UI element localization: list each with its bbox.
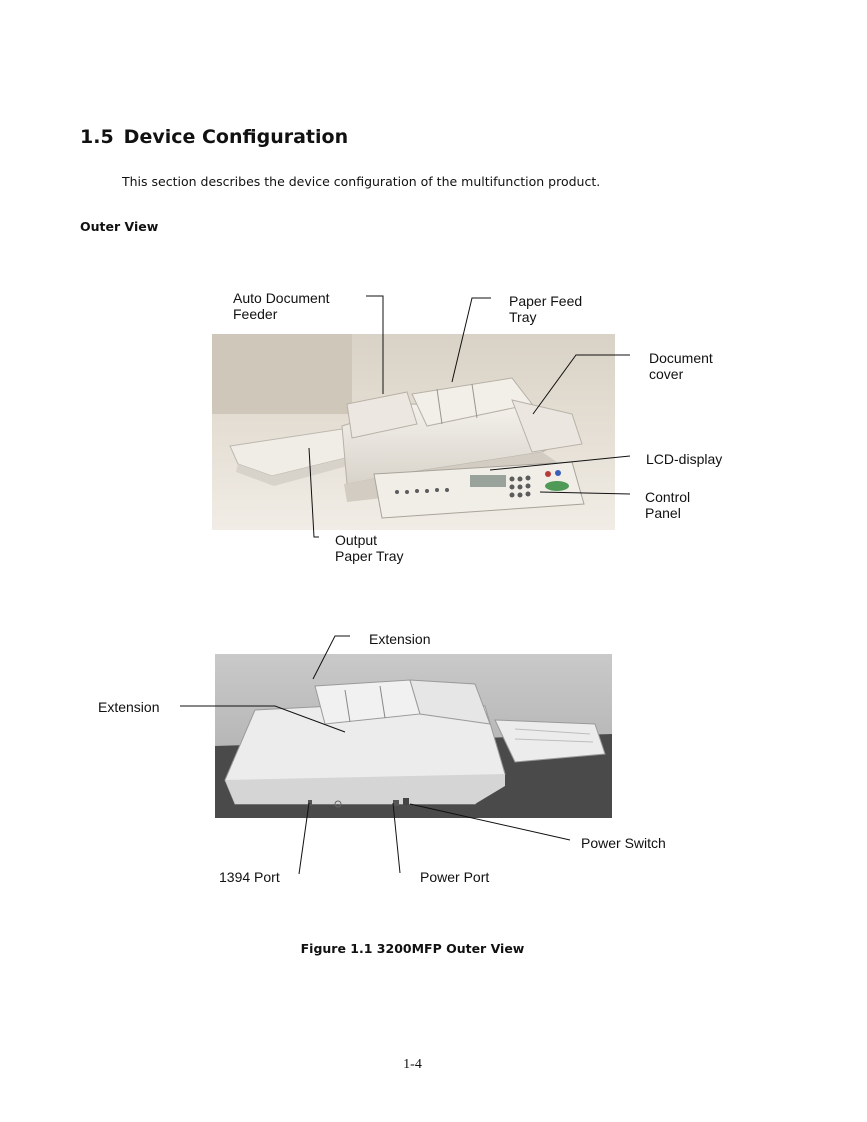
label-panel-line1: Control bbox=[645, 489, 691, 505]
label-1394-port: 1394 Port bbox=[219, 869, 280, 885]
label-adf-line1: Auto Document bbox=[233, 290, 330, 306]
label-power-switch: Power Switch bbox=[581, 835, 666, 851]
intro-paragraph: This section describes the device configuration of the multifunction product. bbox=[122, 174, 601, 189]
label-lcd-display: LCD-display bbox=[646, 451, 723, 467]
label-paper-feed-tray bbox=[509, 293, 582, 325]
label-output-line2: Paper Tray bbox=[335, 548, 404, 564]
label-output-line1: Output bbox=[335, 532, 378, 548]
outer-view-subheading: Outer View bbox=[80, 219, 159, 234]
label-cover-line2: cover bbox=[649, 366, 684, 382]
label-cover-line1: Document bbox=[649, 350, 713, 366]
label-auto-document-feeder bbox=[233, 290, 330, 322]
label-control-panel bbox=[645, 489, 690, 521]
label-feed-line2: Tray bbox=[509, 309, 537, 325]
label-panel-line2: Panel bbox=[645, 505, 681, 521]
page-number: 1-4 bbox=[403, 1057, 422, 1072]
label-extension-left: Extension bbox=[98, 699, 160, 715]
label-feed-line1: Paper Feed bbox=[509, 293, 583, 309]
label-extension-top: Extension bbox=[369, 631, 431, 647]
section-number: 1.5 bbox=[80, 126, 114, 148]
section-title: Device Configuration bbox=[123, 126, 349, 148]
label-document-cover bbox=[649, 350, 713, 382]
label-adf-line2: Feeder bbox=[233, 306, 278, 322]
figure-caption: Figure 1.1 3200MFP Outer View bbox=[300, 941, 525, 956]
label-output-paper-tray bbox=[335, 532, 403, 564]
label-power-port: Power Port bbox=[420, 869, 490, 885]
